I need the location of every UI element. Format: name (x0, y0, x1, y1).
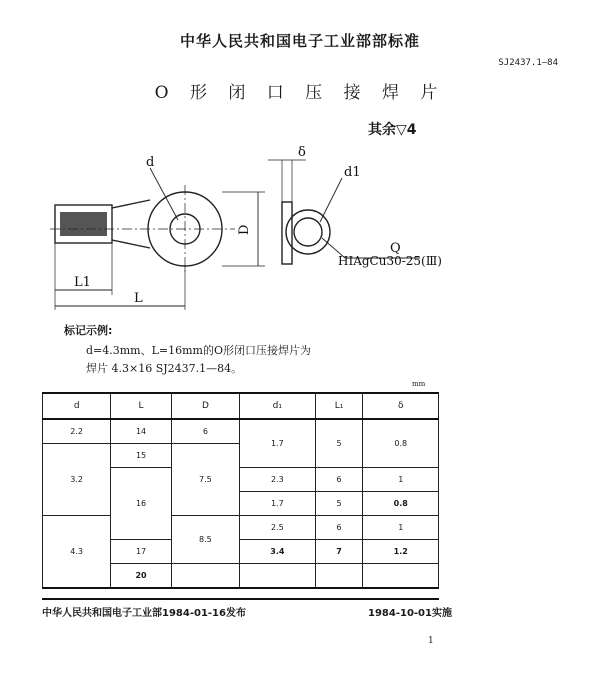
cell-d1: 1.7 (240, 419, 315, 468)
cell-L1: 5 (315, 419, 363, 468)
label-d: d (146, 155, 155, 170)
cell-L1: 5 (315, 492, 363, 516)
issuing-organization: 中华人民共和国电子工业部部标准 (179, 32, 420, 50)
label-Q: Q (390, 241, 401, 256)
example-line-1: d=4.3mm、L=16mm的O形闭口压接焊片为 (86, 344, 312, 357)
cell-d: 2.2 (43, 419, 111, 444)
cell-empty (363, 564, 439, 589)
label-d1: d1 (344, 165, 361, 180)
standard-code: SJ2437.1—84 (498, 58, 558, 68)
footer-rule (42, 598, 439, 600)
header-d: d (43, 393, 111, 419)
table-header-row (43, 393, 439, 419)
label-D: D (237, 224, 252, 235)
cell-L: 15 (111, 444, 171, 468)
cell-delta: 1 (363, 516, 439, 540)
cell-delta: 1 (363, 468, 439, 492)
end-hole (294, 218, 322, 246)
cell-D: 7.5 (171, 444, 239, 516)
label-L: L (134, 291, 143, 306)
dimension-table (42, 392, 439, 589)
table-row (43, 516, 439, 540)
cell-empty (315, 564, 363, 589)
document-title: O 形 闭 口 压 接 焊 片 (154, 83, 446, 103)
d1-leader (320, 178, 342, 222)
table-unit: mm (412, 380, 426, 388)
cell-L: 17 (111, 540, 171, 564)
cell-L: 20 (111, 564, 171, 589)
header-d1: d₁ (240, 393, 315, 419)
cell-L1: 6 (315, 468, 363, 492)
cell-d1: 1.7 (240, 492, 315, 516)
cell-d1: 2.3 (240, 468, 315, 492)
barrel-hatch (60, 212, 107, 236)
cell-L: 14 (111, 419, 171, 444)
cell-d1: 3.4 (240, 540, 315, 564)
cell-D (171, 564, 239, 589)
cell-empty (240, 564, 315, 589)
cell-L: 16 (111, 468, 171, 540)
cell-L1: 6 (315, 516, 363, 540)
technical-drawing (0, 140, 600, 320)
header-L1: L₁ (315, 393, 363, 419)
effective-date: 1984-10-01实施 (368, 608, 452, 619)
label-material: HIAgCu30-25(Ⅲ) (338, 254, 442, 268)
example-line-2: 焊片 4.3×16 SJ2437.1—84。 (86, 362, 243, 375)
label-L1: L1 (74, 275, 91, 290)
page-number: 1 (428, 636, 434, 646)
cell-d1: 2.5 (240, 516, 315, 540)
header-D: D (171, 393, 239, 419)
table-row (43, 419, 439, 444)
issue-date: 中华人民共和国电子工业部1984-01-16发布 (42, 608, 246, 619)
neck-outline (112, 200, 150, 248)
header-L: L (111, 393, 171, 419)
cell-d: 3.2 (43, 444, 111, 516)
example-title: 标记示例: (64, 324, 113, 337)
label-delta: δ (298, 145, 306, 160)
surface-roughness-mark: 其余▽4 (368, 122, 417, 138)
cell-D: 6 (171, 419, 239, 444)
cell-L1: 7 (315, 540, 363, 564)
cell-delta: 1.2 (363, 540, 439, 564)
cell-delta: 0.8 (363, 419, 439, 468)
cell-d: 4.3 (43, 516, 111, 589)
cell-delta: 0.8 (363, 492, 439, 516)
header-delta: δ (363, 393, 439, 419)
end-view-body (282, 202, 292, 264)
cell-D: 8.5 (171, 516, 239, 564)
